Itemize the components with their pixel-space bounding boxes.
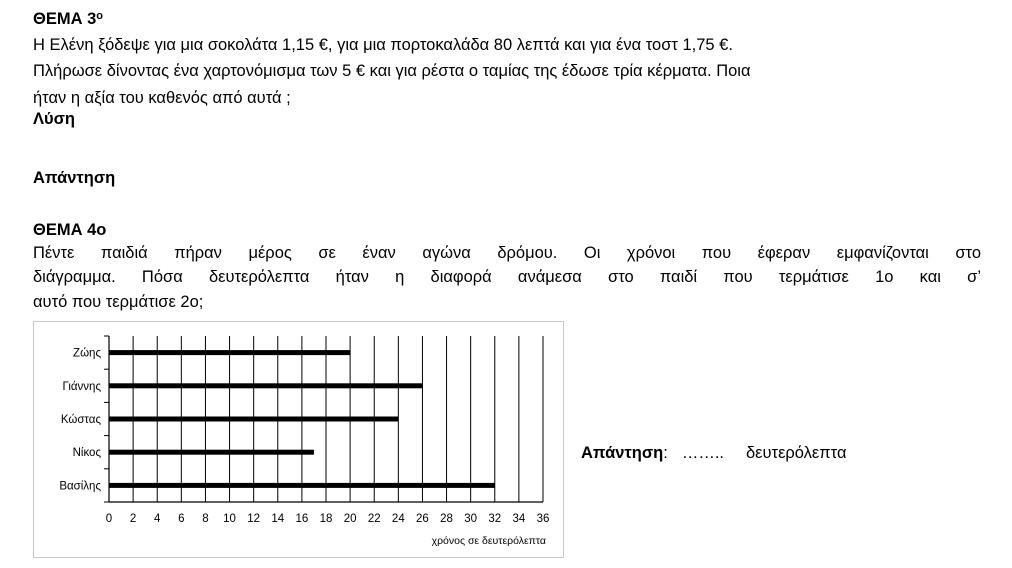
theme3-text-line2: Πλήρωσε δίνοντας ένα χαρτονόμισμα των 5 € και για ρέστα ο ταμίας της έδωσε τρία κέρματα. Ποια: [33, 62, 751, 80]
category-label-Γιάννης: Γιάννης: [62, 380, 101, 393]
bar-Νίκος: [109, 450, 314, 455]
theme3-title: ΘΕΜΑ 3$^o$: [33, 10, 103, 28]
category-label-Νίκος: Νίκος: [72, 447, 101, 460]
theme4-answer-colon: :: [663, 444, 668, 462]
theme4-text-line1: Πέντε παιδιά πήραν μέρος σε έναν αγώνα δρόμου. Οι χρόνοι που έφεραν εμφανίζονται στο: [33, 244, 981, 262]
theme4-answer-blank: ……..: [681, 444, 724, 462]
x-tick-label-20: 20: [343, 513, 357, 525]
x-tick-label-18: 18: [319, 513, 333, 525]
x-tick-label-22: 22: [367, 513, 381, 525]
category-label-Ζώης: Ζώης: [73, 347, 101, 360]
x-tick-label-4: 4: [154, 513, 161, 525]
theme4-answer-row: [581, 444, 846, 463]
bar-Ζώης: [109, 350, 350, 355]
bar-Γιάννης: [109, 383, 422, 388]
theme4-title: ΘΕΜΑ 4ο: [33, 221, 107, 239]
x-tick-label-30: 30: [464, 513, 478, 525]
x-tick-label-36: 36: [536, 513, 550, 525]
x-tick-label-16: 16: [295, 513, 309, 525]
x-tick-label-34: 34: [512, 513, 526, 525]
bar-Βασίλης: [109, 483, 495, 488]
x-tick-label-2: 2: [129, 513, 137, 525]
category-label-Βασίλης: Βασίλης: [59, 480, 101, 493]
category-label-Κώστας: Κώστας: [60, 414, 101, 426]
x-tick-label-12: 12: [247, 513, 261, 525]
x-tick-label-8: 8: [202, 513, 209, 525]
theme4-answer-label: Απάντηση: [581, 444, 664, 462]
chart-svg: [34, 322, 563, 557]
theme3-text-line1: Η Ελένη ξόδεψε για μια σοκολάτα 1,15 €, για μια πορτοκαλάδα 80 λεπτά και για ένα τοστ 1,75 €.: [33, 36, 733, 54]
x-tick-label-0: 0: [105, 513, 113, 525]
x-tick-label-10: 10: [223, 513, 236, 525]
theme3-answer-label: Απάντηση: [33, 169, 116, 187]
x-axis-label: χρόνος σε δευτερόλεπτα: [431, 535, 546, 547]
theme3-text-line3: ήταν η αξία του καθενός από αυτά ;: [33, 89, 291, 107]
x-tick-label-24: 24: [391, 513, 405, 525]
x-tick-label-6: 6: [178, 513, 185, 525]
theme4-text-line2: διάγραμμα. Πόσα δευτερόλεπτα ήταν η διαφορά ανάμεσα στο παιδί που τερμάτισε 1ο και σ’: [33, 268, 981, 286]
theme4-answer-unit: δευτερόλεπτα: [745, 444, 847, 462]
x-tick-label-26: 26: [416, 513, 429, 525]
theme3-solution-label: Λύση: [33, 110, 75, 128]
x-tick-label-32: 32: [488, 513, 502, 525]
race-times-chart: [33, 321, 564, 558]
theme4-text-line3: αυτό που τερμάτισε 2ο;: [33, 293, 204, 311]
x-tick-label-28: 28: [440, 513, 453, 525]
bar-Κώστας: [109, 417, 398, 422]
x-tick-label-14: 14: [271, 513, 285, 525]
